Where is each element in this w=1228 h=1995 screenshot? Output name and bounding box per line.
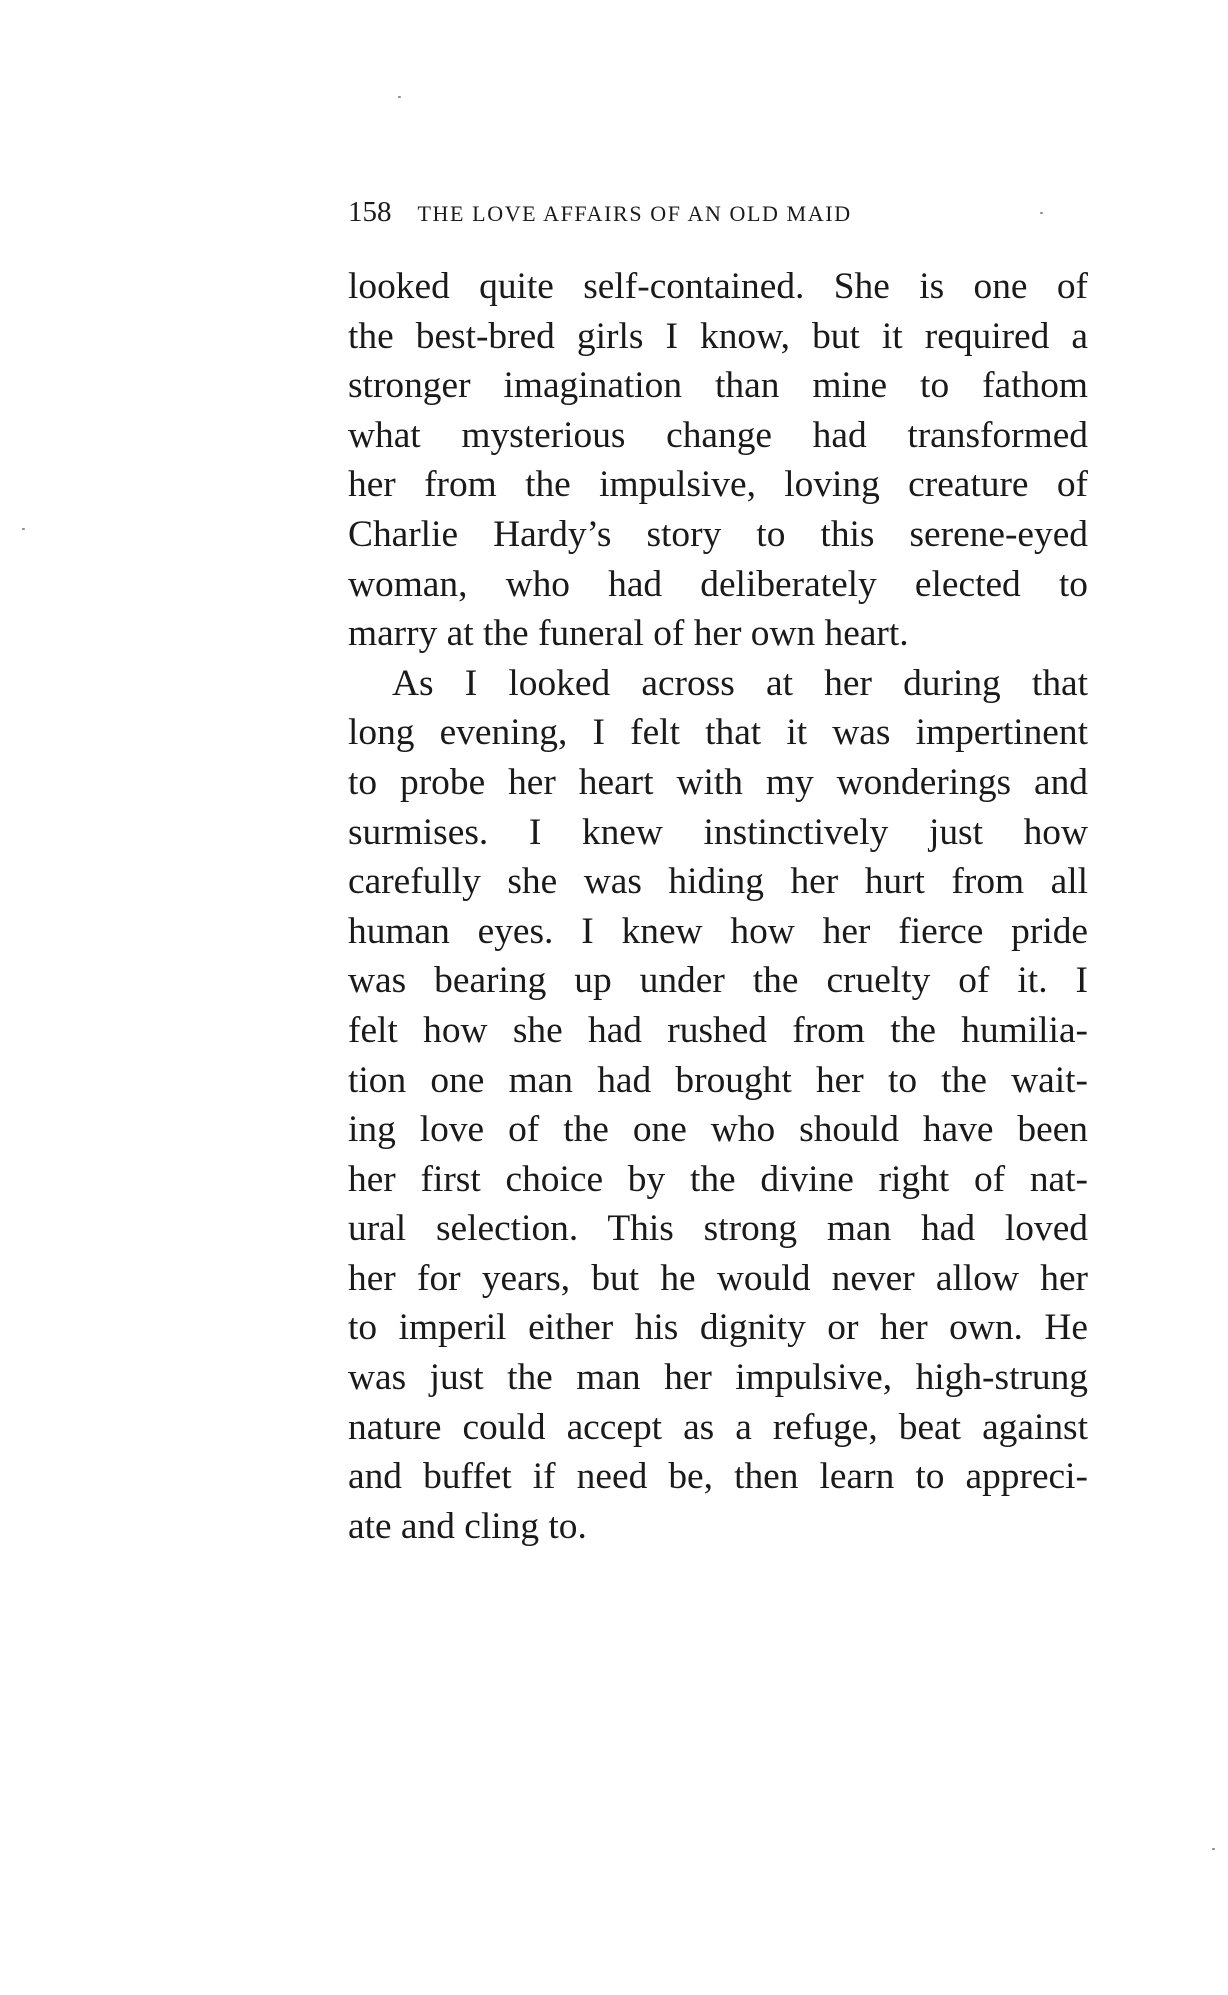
text-line: ural selection. This strong man had loved bbox=[348, 1208, 1088, 1250]
text-line: ate and cling to. bbox=[348, 1505, 587, 1547]
text-line: woman, who had deliberately elected to bbox=[348, 563, 1088, 605]
text-line: nature could accept as a refuge, beat against bbox=[348, 1406, 1088, 1448]
text-line: ing love of the one who should have been bbox=[348, 1109, 1088, 1151]
scan-speck bbox=[1212, 1848, 1215, 1850]
text-line: Charlie Hardy’s story to this serene-eyed bbox=[348, 513, 1088, 555]
paragraph-1 bbox=[348, 262, 1088, 659]
text-line: long evening, I felt that it was impertinent bbox=[348, 712, 1088, 754]
running-head bbox=[348, 196, 1096, 232]
text-line: As I looked across at her during that bbox=[392, 662, 1088, 704]
text-line: felt how she had rushed from the humilia- bbox=[348, 1009, 1088, 1051]
text-line: stronger imagination than mine to fathom bbox=[348, 365, 1088, 407]
text-line: to imperil either his dignity or her own. He bbox=[348, 1307, 1088, 1349]
text-line: what mysterious change had transformed bbox=[348, 414, 1088, 456]
text-line: her for years, but he would never allow her bbox=[348, 1257, 1088, 1299]
text-line: human eyes. I knew how her fierce pride bbox=[348, 910, 1088, 952]
page-number: 158 bbox=[348, 196, 392, 228]
text-line: surmises. I knew instinctively just how bbox=[348, 811, 1088, 853]
text-line: marry at the funeral of her own heart. bbox=[348, 613, 909, 655]
text-line: looked quite self-contained. She is one of bbox=[348, 266, 1088, 307]
running-title: THE LOVE AFFAIRS OF AN OLD MAID bbox=[417, 201, 852, 226]
scan-speck bbox=[22, 528, 25, 530]
text-line: tion one man had brought her to the wait- bbox=[348, 1059, 1088, 1101]
text-line: carefully she was hiding her hurt from all bbox=[348, 861, 1088, 903]
text-line: to probe her heart with my wonderings and bbox=[348, 761, 1088, 803]
text-line: the best-bred girls I know, but it required a bbox=[348, 315, 1088, 357]
text-line: and buffet if need be, then learn to appreci- bbox=[348, 1456, 1088, 1498]
text-line: was bearing up under the cruelty of it. I bbox=[348, 960, 1088, 1002]
body-text bbox=[348, 262, 1088, 1551]
scan-speck bbox=[398, 96, 401, 98]
text-line: her from the impulsive, loving creature of bbox=[348, 464, 1088, 506]
paragraph-2 bbox=[348, 659, 1088, 1552]
text-line: her first choice by the divine right of nat- bbox=[348, 1158, 1088, 1200]
text-line: was just the man her impulsive, high-strung bbox=[348, 1357, 1088, 1399]
scan-speck bbox=[1040, 212, 1043, 214]
